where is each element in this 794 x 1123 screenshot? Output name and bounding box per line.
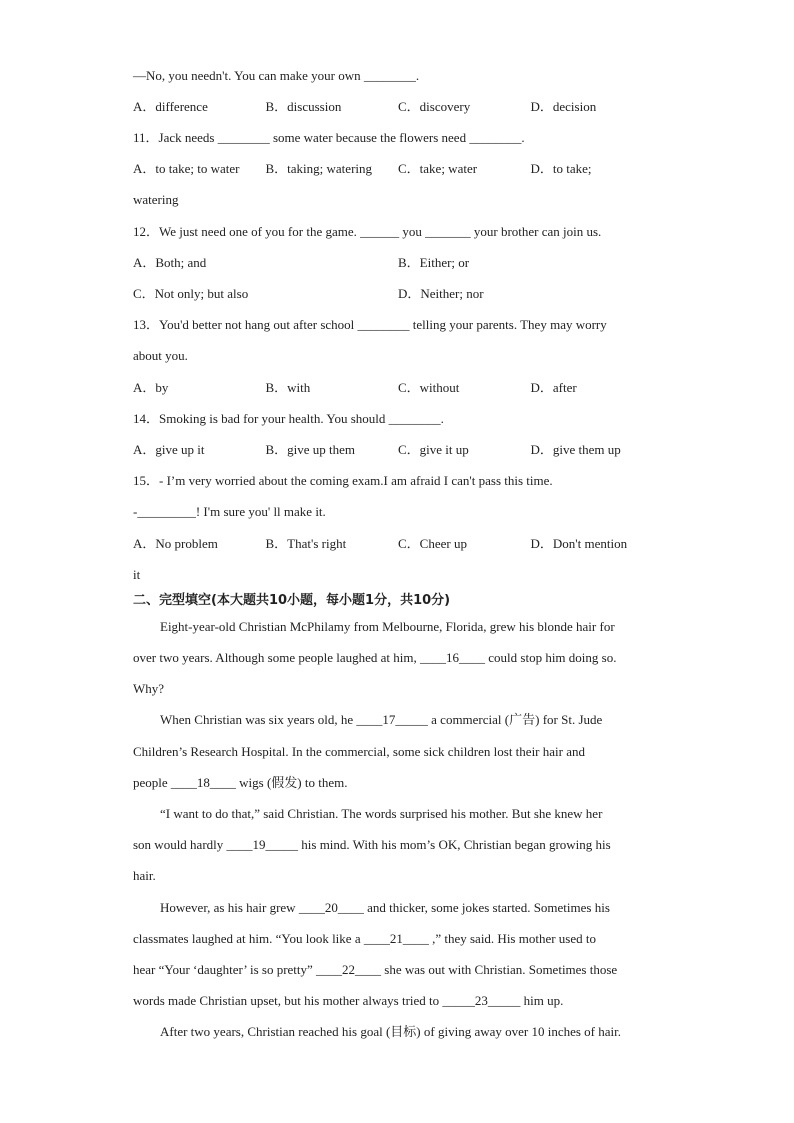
passage-line: classmates laughed at him. “You look like a ____21____ ,” they said. His mother used to [133,931,596,946]
q15-reply: -_________! I'm sure you' ll make it. [133,504,326,519]
question-15: 15．- I’m very worried about the coming exam.I am afraid I can't pass this time. [133,473,553,488]
question-14: 14．Smoking is bad for your health. You should ________. [133,411,444,426]
passage-line: Why? [133,681,165,696]
q15-continuation: it [133,567,141,582]
passage-line: After two years, Christian reached his goal (目标) of giving away over 10 inches of hair. [160,1024,622,1039]
section-heading: 二、完型填空(本大题共10小题，每小题1分，共10分) [133,593,451,608]
q11-options [133,161,663,177]
option-d: D．decision [530,99,597,114]
option-a: A．Both; and [133,255,207,270]
option-d: D．give them up [530,442,621,457]
question-12: 12．We just need one of you for the game. ______ you _______ your brother can join us. [133,224,602,239]
option-b: B．Either; or [398,255,470,270]
passage-line: people ____18____ wigs (假发) to them. [133,775,348,790]
option-c: C．discovery [398,99,471,114]
option-a: A．to take; to water [133,161,240,176]
option-d: D．after [530,380,577,395]
option-c: C．take; water [398,161,478,176]
option-b: B．give up them [265,442,356,457]
option-b: B．discussion [265,99,342,114]
passage-line: When Christian was six years old, he ____17_____ a commercial (广告) for St. Jude [160,712,603,727]
option-d: D．Don't mention [530,536,628,551]
option-a: A．No problem [133,536,218,551]
q13-continuation: about you. [133,348,188,363]
q10-options [133,99,663,115]
passage-line: Eight-year-old Christian McPhilamy from Melbourne, Florida, grew his blonde hair for [160,619,615,634]
passage-line: words made Christian upset, but his mother always tried to _____23_____ him up. [133,993,564,1008]
passage-line: hear “Your ‘daughter’ is so pretty” ____22____ she was out with Christian. Sometimes those [133,962,618,977]
option-b: B．That's right [265,536,347,551]
passage-line: hair. [133,868,156,883]
q14-options [133,442,663,458]
option-a: A．difference [133,99,208,114]
passage-line: “I want to do that,” said Christian. The words surprised his mother. But she knew her [160,806,603,821]
option-b: B．with [265,380,311,395]
passage-line: However, as his hair grew ____20____ and thicker, some jokes started. Sometimes his [160,900,610,915]
q12-options-row2 [133,286,663,302]
l1: —No, you needn't. You can make your own ________. [133,68,420,83]
option-c: C．Cheer up [398,536,467,551]
option-a: A．give up it [133,442,205,457]
option-c: C．give it up [398,442,469,457]
question-11: 11．Jack needs ________ some water because the flowers need ________. [133,130,525,145]
passage-line: Children’s Research Hospital. In the commercial, some sick children lost their hair and [133,744,585,759]
q15-options [133,536,663,552]
option-c: C．without [398,380,460,395]
option-a: A．by [133,380,169,395]
option-d: D．Neither; nor [398,286,484,301]
option-b: B．taking; watering [265,161,373,176]
option-c: C．Not only; but also [133,286,249,301]
q11-continuation: watering [133,192,179,207]
passage-line: son would hardly ____19_____ his mind. With his mom’s OK, Christian began growing his [133,837,611,852]
passage-line: over two years. Although some people laughed at him, ____16____ could stop him doing so. [133,650,617,665]
question-13: 13．You'd better not hang out after school ________ telling your parents. They may worry [133,317,607,332]
q12-options-row1 [133,255,663,271]
q13-options [133,380,663,396]
option-d: D．to take; [530,161,592,176]
